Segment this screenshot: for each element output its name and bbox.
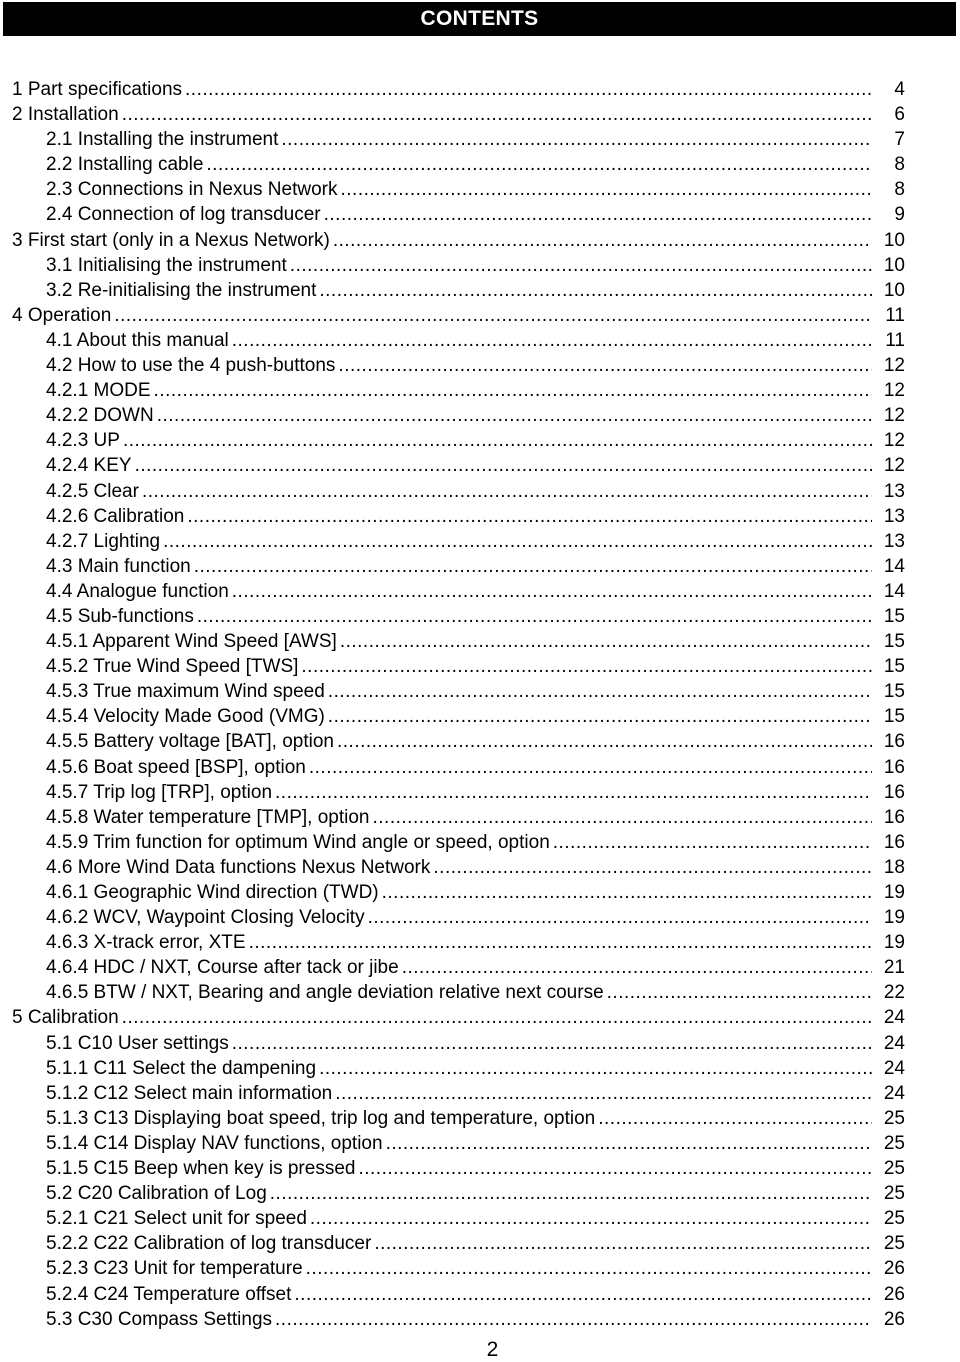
toc-entry[interactable] [0, 579, 960, 604]
toc-entry-title: 3.1 Initialising the instrument [46, 254, 287, 276]
toc-entry-page: 25 [883, 1132, 905, 1154]
toc-entry-title: 5.1.2 C12 Select main information [46, 1082, 333, 1104]
toc-entry[interactable] [0, 930, 960, 955]
toc-entry-title: 4.5.2 True Wind Speed [TWS] [46, 656, 299, 678]
dot-leader [333, 228, 872, 253]
toc-entry[interactable] [0, 905, 960, 930]
toc-entry-page: 26 [883, 1258, 905, 1280]
toc-entry-page: 24 [883, 1082, 905, 1104]
toc-entry-title: 5.2 C20 Calibration of Log [46, 1183, 267, 1205]
toc-entry-page: 25 [883, 1183, 905, 1205]
toc-entry-title: 2.1 Installing the instrument [46, 129, 279, 151]
toc-entry-page: 15 [883, 681, 905, 703]
toc-entry[interactable] [0, 102, 960, 127]
toc-entry[interactable] [0, 378, 960, 403]
dot-leader [309, 755, 872, 780]
toc-entry[interactable] [0, 1056, 960, 1081]
toc-entry[interactable] [0, 980, 960, 1005]
dot-leader [197, 604, 872, 629]
toc-entry-page: 7 [894, 129, 905, 151]
toc-entry-page: 12 [883, 430, 905, 452]
contents-header [3, 2, 956, 36]
toc-entry-title: 5.2.3 C23 Unit for temperature [46, 1258, 303, 1280]
toc-entry-page: 12 [883, 455, 905, 477]
toc-entry[interactable] [0, 830, 960, 855]
table-of-contents [0, 77, 960, 1332]
toc-entry-title: 1 Part specifications [12, 79, 183, 100]
toc-entry[interactable] [0, 453, 960, 478]
toc-entry-title: 4.5 Sub-functions [46, 605, 194, 627]
toc-entry-page: 9 [894, 204, 905, 226]
toc-entry-page: 13 [883, 505, 905, 527]
toc-entry[interactable] [0, 77, 960, 102]
toc-entry-page: 11 [885, 329, 905, 351]
toc-entry-title: 4 Operation [12, 304, 112, 326]
toc-entry-title: 4.6.1 Geographic Wind direction (TWD) [46, 882, 379, 903]
toc-entry-title: 4.5.7 Trip log [TRP], option [46, 781, 273, 803]
toc-entry-title: 5.1.3 C13 Displaying boat speed, trip log and temperature, option [46, 1107, 596, 1129]
toc-entry-page: 19 [883, 882, 905, 903]
dot-leader [324, 202, 872, 227]
toc-entry[interactable] [0, 278, 960, 303]
toc-entry-page: 25 [883, 1107, 905, 1129]
toc-entry-page: 10 [883, 279, 905, 301]
toc-entry-title: 4.6.4 HDC / NXT, Course after tack or jibe [46, 957, 399, 979]
toc-entry[interactable] [0, 805, 960, 830]
toc-entry-title: 3.2 Re-initialising the instrument [46, 279, 317, 301]
dot-leader [382, 880, 872, 905]
toc-entry-title: 4.6 More Wind Data functions Nexus Network [46, 856, 431, 878]
toc-entry[interactable] [0, 303, 960, 328]
toc-entry[interactable] [0, 704, 960, 729]
toc-entry[interactable] [0, 479, 960, 504]
dot-leader [373, 805, 873, 830]
toc-entry[interactable] [0, 1156, 960, 1181]
dot-leader [154, 378, 872, 403]
toc-entry-title: 5.1 C10 User settings [46, 1032, 229, 1054]
toc-entry-page: 12 [883, 405, 905, 427]
toc-entry-title: 4.2.1 MODE [46, 380, 151, 402]
dot-leader [294, 1282, 872, 1307]
toc-entry-page: 21 [883, 957, 905, 979]
dot-leader [319, 1056, 872, 1081]
toc-entry-title: 4.5.5 Battery voltage [BAT], option [46, 731, 334, 753]
toc-entry-page: 13 [883, 530, 905, 552]
toc-entry-title: 4.2.4 KEY [46, 455, 132, 477]
toc-entry-title: 5.1.5 C15 Beep when key is pressed [46, 1158, 356, 1180]
toc-entry-page: 14 [883, 555, 905, 577]
toc-entry[interactable] [0, 1307, 960, 1332]
toc-entry-title: 2 Installation [12, 104, 119, 126]
dot-leader [319, 278, 872, 303]
toc-entry[interactable] [0, 729, 960, 754]
toc-entry-title: 2.3 Connections in Nexus Network [46, 179, 338, 201]
toc-entry-page: 16 [883, 806, 905, 828]
dot-leader [275, 780, 872, 805]
page-number: 2 [486, 1338, 499, 1361]
dot-leader [114, 303, 872, 328]
toc-entry[interactable] [0, 1206, 960, 1231]
dot-leader [358, 1156, 872, 1181]
toc-entry[interactable] [0, 880, 960, 905]
dot-leader [328, 679, 872, 704]
toc-entry-title: 4.3 Main function [46, 555, 191, 577]
toc-entry-page: 12 [883, 355, 905, 377]
dot-leader [335, 1081, 872, 1106]
toc-entry[interactable] [0, 1231, 960, 1256]
dot-leader [122, 1005, 872, 1030]
toc-entry-title: 4.4 Analogue function [46, 580, 229, 602]
toc-entry-title: 5 Calibration [12, 1007, 119, 1029]
toc-entry-title: 5.2.4 C24 Temperature offset [46, 1283, 292, 1305]
toc-entry-title: 4.5.9 Trim function for optimum Wind angle or speed, option [46, 831, 550, 853]
toc-entry[interactable] [0, 1282, 960, 1307]
toc-entry-title: 4.2.7 Lighting [46, 530, 161, 552]
dot-leader [281, 127, 872, 152]
toc-entry-page: 16 [883, 831, 905, 853]
toc-entry-page: 11 [885, 304, 905, 326]
toc-entry-page: 8 [894, 179, 905, 201]
toc-entry-title: 2.4 Connection of log transducer [46, 204, 321, 226]
dot-leader [163, 529, 872, 554]
toc-entry[interactable] [0, 428, 960, 453]
toc-entry-title: 4.2.5 Clear [46, 480, 139, 502]
toc-entry-page: 22 [883, 982, 905, 1004]
dot-leader [368, 905, 872, 930]
dot-leader [232, 328, 872, 353]
dot-leader [123, 428, 872, 453]
dot-leader [340, 177, 872, 202]
dot-leader [275, 1307, 872, 1332]
toc-entry-title: 4.6.2 WCV, Waypoint Closing Velocity [46, 907, 365, 929]
toc-entry[interactable] [0, 1106, 960, 1131]
toc-entry-page: 24 [883, 1007, 905, 1029]
toc-entry[interactable] [0, 177, 960, 202]
toc-entry-page: 8 [894, 154, 905, 176]
dot-leader [553, 830, 872, 855]
toc-entry-title: 3 First start (only in a Nexus Network) [12, 229, 330, 251]
toc-entry[interactable] [0, 529, 960, 554]
dot-leader [598, 1106, 872, 1131]
toc-entry[interactable] [0, 127, 960, 152]
dot-leader [270, 1181, 872, 1206]
toc-entry-page: 15 [883, 706, 905, 728]
toc-entry[interactable] [0, 504, 960, 529]
toc-entry-title: 5.2.2 C22 Calibration of log transducer [46, 1233, 372, 1255]
toc-entry-title: 4.2.6 Calibration [46, 505, 185, 527]
toc-entry[interactable] [0, 1081, 960, 1106]
toc-entry-page: 16 [883, 756, 905, 778]
toc-entry-page: 19 [883, 907, 905, 929]
toc-entry-title: 4.2 How to use the 4 push-buttons [46, 355, 336, 377]
dot-leader [232, 579, 872, 604]
toc-entry[interactable] [0, 253, 960, 278]
toc-entry[interactable] [0, 202, 960, 227]
toc-entry-page: 15 [883, 656, 905, 678]
toc-entry[interactable] [0, 855, 960, 880]
dot-leader [386, 1131, 872, 1156]
toc-entry-title: 5.1.1 C11 Select the dampening [46, 1057, 317, 1079]
dot-leader [337, 729, 872, 754]
dot-leader [157, 403, 872, 428]
toc-entry[interactable] [0, 228, 960, 253]
toc-entry[interactable] [0, 654, 960, 679]
toc-entry[interactable] [0, 353, 960, 378]
dot-leader [301, 654, 872, 679]
toc-entry-title: 5.2.1 C21 Select unit for speed [46, 1208, 307, 1230]
toc-entry-title: 4.6.5 BTW / NXT, Bearing and angle deviation relative next course [46, 982, 604, 1004]
toc-entry[interactable] [0, 1005, 960, 1030]
dot-leader [206, 152, 872, 177]
dot-leader [338, 353, 872, 378]
toc-entry-page: 13 [883, 480, 905, 502]
toc-entry-title: 4.5.3 True maximum Wind speed [46, 681, 325, 703]
toc-entry-title: 4.5.1 Apparent Wind Speed [AWS] [46, 631, 337, 653]
toc-entry[interactable] [0, 1181, 960, 1206]
toc-entry-page: 14 [883, 580, 905, 602]
toc-entry-page: 19 [883, 932, 905, 954]
toc-entry-title: 4.5.6 Boat speed [BSP], option [46, 756, 306, 778]
toc-entry-page: 18 [883, 856, 905, 878]
toc-entry[interactable] [0, 755, 960, 780]
toc-entry-page: 26 [883, 1308, 905, 1330]
toc-entry-page: 25 [883, 1233, 905, 1255]
toc-entry-page: 26 [883, 1283, 905, 1305]
dot-leader [340, 629, 872, 654]
toc-entry[interactable] [0, 403, 960, 428]
dot-leader [402, 955, 872, 980]
dot-leader [306, 1256, 872, 1281]
toc-entry-title: 5.3 C30 Compass Settings [46, 1308, 273, 1330]
toc-entry[interactable] [0, 604, 960, 629]
dot-leader [433, 855, 872, 880]
dot-leader [232, 1031, 872, 1056]
dot-leader [607, 980, 872, 1005]
toc-entry-page: 10 [883, 254, 905, 276]
toc-entry-page: 15 [883, 605, 905, 627]
toc-entry-title: 5.1.4 C14 Display NAV functions, option [46, 1132, 383, 1154]
toc-entry[interactable] [0, 1131, 960, 1156]
toc-entry[interactable] [0, 1256, 960, 1281]
dot-leader [290, 253, 872, 278]
toc-entry-page: 6 [894, 104, 905, 126]
toc-entry[interactable] [0, 328, 960, 353]
toc-entry-page: 25 [883, 1208, 905, 1230]
dot-leader [187, 504, 872, 529]
toc-entry-page: 15 [883, 631, 905, 653]
toc-entry[interactable] [0, 152, 960, 177]
dot-leader [185, 77, 872, 102]
toc-entry-page: 16 [883, 781, 905, 803]
contents-title: CONTENTS [420, 7, 539, 30]
toc-entry-title: 4.1 About this manual [46, 329, 229, 351]
toc-entry[interactable] [0, 679, 960, 704]
toc-entry-title: 4.2.3 UP [46, 430, 120, 452]
toc-entry[interactable] [0, 780, 960, 805]
dot-leader [135, 453, 872, 478]
dot-leader [310, 1206, 872, 1231]
toc-entry[interactable] [0, 554, 960, 579]
toc-entry[interactable] [0, 1031, 960, 1056]
toc-entry-title: 4.5.8 Water temperature [TMP], option [46, 806, 370, 828]
dot-leader [142, 479, 872, 504]
toc-entry-page: 12 [883, 380, 905, 402]
toc-entry[interactable] [0, 629, 960, 654]
dot-leader [249, 930, 872, 955]
toc-entry-title: 2.2 Installing cable [46, 154, 204, 176]
toc-entry-page: 16 [883, 731, 905, 753]
dot-leader [328, 704, 872, 729]
toc-entry-page: 25 [883, 1158, 905, 1180]
dot-leader [374, 1231, 872, 1256]
toc-entry-page: 10 [883, 229, 905, 251]
toc-entry-title: 4.5.4 Velocity Made Good (VMG) [46, 706, 325, 728]
toc-entry-page: 24 [883, 1032, 905, 1054]
dot-leader [194, 554, 872, 579]
toc-entry-title: 4.2.2 DOWN [46, 405, 154, 427]
toc-entry-page: 4 [894, 79, 905, 100]
toc-entry-title: 4.6.3 X-track error, XTE [46, 932, 246, 954]
toc-entry-page: 24 [883, 1057, 905, 1079]
toc-entry[interactable] [0, 955, 960, 980]
dot-leader [122, 102, 872, 127]
